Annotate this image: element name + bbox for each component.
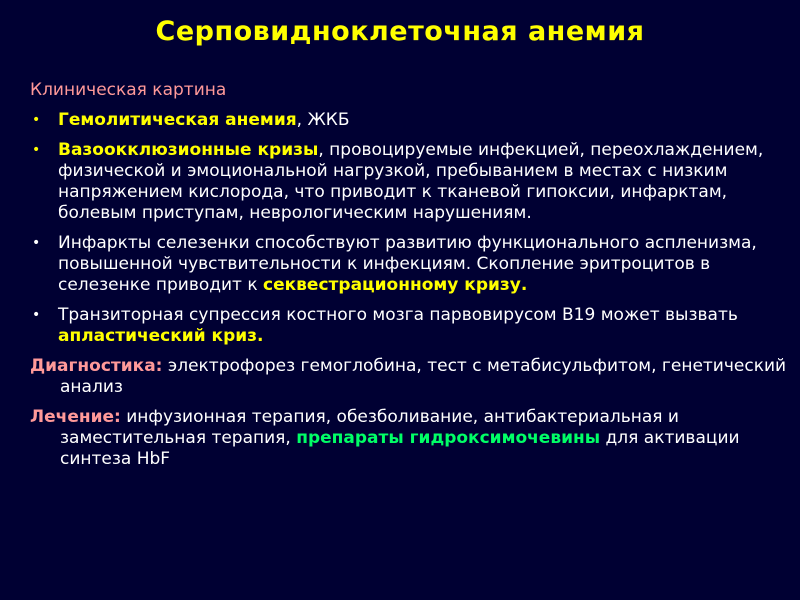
treatment-highlight: препараты гидроксимочевины	[296, 428, 601, 448]
item-text: , провоцируемые инфекцией, переохлаждением, физической и эмоциональной нагрузкой, пребыванием в местах с низким напряжением кислорода, что приводит к тканевой гипоксии, инфарктам, болевым приступам, неврологическим нарушениям.	[58, 140, 764, 223]
bullet-icon: •	[32, 142, 41, 158]
bullet-icon: •	[32, 112, 41, 128]
treatment-text-end: для активации синтеза HbF	[60, 428, 740, 469]
diagnostics-text: электрофорез гемоглобина, тест с метабисульфитом, генетический анализ	[60, 356, 787, 397]
treatment-paragraph	[30, 407, 790, 470]
item-highlight: апластический криз.	[58, 326, 264, 346]
treatment-label: Лечение:	[30, 407, 121, 427]
slide-title: Серповидноклеточная анемия	[155, 16, 645, 47]
item-highlight: секвестрационному кризу.	[263, 275, 528, 295]
diagnostics-label: Диагностика:	[30, 356, 163, 376]
list-item-aplastic	[30, 305, 790, 347]
slide-content	[30, 80, 790, 479]
item-highlight: Гемолитическая анемия	[58, 110, 297, 130]
bullet-icon: •	[32, 235, 41, 251]
list-item-hemolytic	[30, 110, 790, 131]
list-item-vasoocclusive	[30, 140, 790, 224]
bullet-icon: •	[32, 307, 41, 323]
item-text: Инфаркты селезенки способствуют развитию функционального аспленизма, повышенной чувствительности к инфекциям. Скопление эритроцитов в селезенке приводит к	[58, 233, 757, 295]
diagnostics-paragraph	[30, 356, 790, 398]
item-text: , ЖКБ	[296, 110, 350, 130]
clinical-heading: Клиническая картина	[30, 80, 227, 100]
item-highlight: Вазоокклюзионные кризы	[58, 140, 319, 160]
treatment-text: инфузионная терапия, обезболивание, антибактериальная и заместительная терапия,	[60, 407, 679, 448]
list-item-spleen	[30, 233, 790, 296]
item-text: Транзиторная супрессия костного мозга парвовирусом В19 может вызвать	[58, 305, 738, 325]
